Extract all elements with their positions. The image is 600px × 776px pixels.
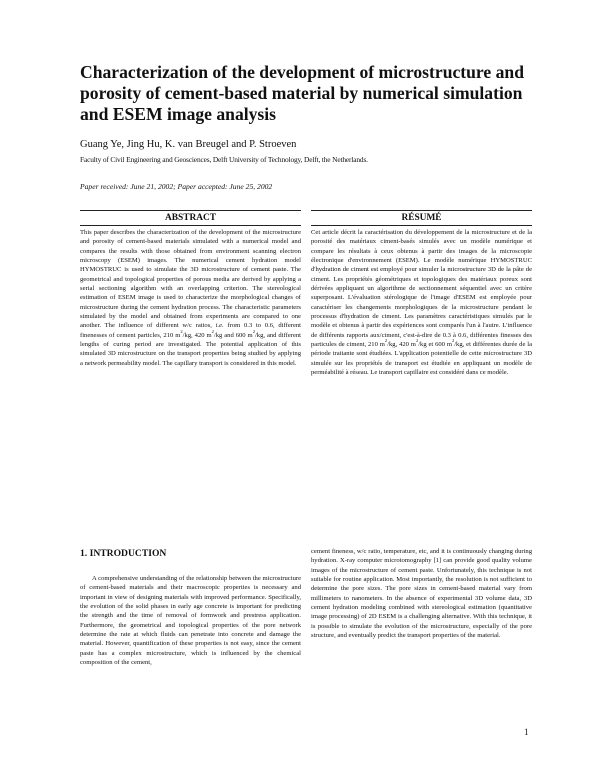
introduction-heading: 1. INTRODUCTION xyxy=(80,548,167,559)
introduction-left-column: A comprehensive understanding of the relationship between the microstructure of cement-based materials and their macroscopic properties is necessary and important in view of designing materials with improved performance. Specifically, the evolution of the solid phases in early age concrete is important for predicting the strength and the time of removal of formwork and prestress application. Furthermore, the geometrical and topological properties of the pore network determine the rate at which fluids can penetrate into concrete and damage the material. However, quantification of these properties is not easy, since the cement paste has a complex microstructure, which is influenced by the chemical composition of the cement, xyxy=(80,575,301,667)
resume-text-a: Cet article décrit la caractérisation du développement de la microstructure et de la porosité des matériaux ciment-basés simulés avec un modèle numérique et compare les résultats à ceux obtenus à partir des images de la microscopie électronique d'environnement (ESEM). Le modèle numérique HYMOSTRUC d'hydration de ciment est employé pour simuler la microstructure 3D de la pâte de ciment. Les propriétés géométriques et topologiques des matériaux poreux sont dérivées appliquant un algorithme de sectionnement séquentiel avec un critère superposant. L'évaluation stérologique de l'image d'ESEM est employée pour caractériser les changements morphologiques de la microstructure pendant le processus d'hydration de ciment. Les paramètres caractéristiques simulés par le modèle et obtenus à partir des expériences sont comparés l'un à l'autre. L'influence de différents rapports aux/ciment, c'est-à-dire de 0.3 à 0.6, différentes finesses des particules de ciment, 210 m xyxy=(311,229,532,349)
paper-received-dates: Paper received: June 21, 2002; Paper accepted: June 25, 2002 xyxy=(80,182,273,191)
abstract-sup-2: 2 xyxy=(211,328,214,334)
abstract-sup-3: 2 xyxy=(252,328,255,334)
page-number: 1 xyxy=(524,727,529,737)
resume-sup-1: 2 xyxy=(384,338,388,344)
abstract-text-c: /kg, 420 m xyxy=(182,331,212,339)
introduction-right-column: cement fineness, w/c ratio, temperature, etc, and it is continuously changing during hydration. X-ray computer microtomography [1] can provide good quality volume images of the microstructure of cement paste. Unfortunately, this technique is not suitable for routine application. Most importantly, the resolution is not sufficient to determine the pore sizes. The pore sizes in cement-based material vary from millimeters to nanometers. In the absence of experimental 3D volume data, 3D cement hydration modeling combined with stereological estimation (quantitative image processing) of 2D ESEM is a challenging alternative. With this technique, it is possible to simulate the evolution of the microstructure, especially of the pore structure, and eventually predict the transport properties of the material. xyxy=(311,548,532,640)
abstract-body xyxy=(80,228,301,368)
resume-text-c: /kg et 600 m xyxy=(418,341,452,349)
abstract-text-a: This paper describes the characterization of the development of the microstructure and porosity of cement-based materials simulated with a numerical model and compares the results with those obtained from environment scanning electron microscopy (ESEM) images. The numerical cement hydration model HYMOSTRUC is used to simulate the 3D microstructure of cement paste. The geometrical and topological properties of porous media are derived by applying a serial sectioning algorithm with an overlapping criterion. The stereological estimation of ESEM image is used to characterize the morphological changes of microstructure during the cement hydration process. The characteristic parameters simulated by the model and obtained from experiments are compared to one another. The influence of different w/c ratios, xyxy=(80,229,301,330)
resume-text-b: /kg, 420 m xyxy=(387,341,416,349)
paper-affiliation: Faculty of Civil Engineering and Geosciences, Delft University of Technology, Delft, the Netherlands. xyxy=(80,155,368,164)
paper-authors: Guang Ye, Jing Hu, K. van Breugel and P. Stroeven xyxy=(80,139,297,150)
resume-heading: RÉSUMÉ xyxy=(311,210,532,226)
resume-sup-2: 2 xyxy=(415,338,419,344)
abstract-text-b: from 0.3 to 0.6, different finenesses of cement particles, 210 m xyxy=(80,322,301,339)
resume-sup-3: 2 xyxy=(451,338,455,344)
abstract-sup-1: 2 xyxy=(180,328,183,334)
abstract-text-e: /kg, and different lengths of curing period are investigated. The potential application of this simulated 3D microstructure on the transport properties being studied by applying a network permeability model. The capillary transport is considered in this model. xyxy=(80,331,302,367)
abstract-ie: i.e. xyxy=(215,322,224,330)
resume-text-d: /kg, et différentes durée de la période traitante sont étudiées. L'application potentielle de cette microstructure 3D simulée sur les propriétés de transport est étudiée en appliquant un modèle de perméabilité à réseau. Le transport capillaire est considéré dans ce modèle. xyxy=(311,341,533,377)
resume-body xyxy=(311,228,532,378)
paper-title: Characterization of the development of microstructure and porosity of cement-based material by numerical simulation and ESEM image analysis xyxy=(80,62,524,124)
abstract-heading: ABSTRACT xyxy=(80,210,301,226)
abstract-text-d: /kg and 600 m xyxy=(213,331,253,339)
